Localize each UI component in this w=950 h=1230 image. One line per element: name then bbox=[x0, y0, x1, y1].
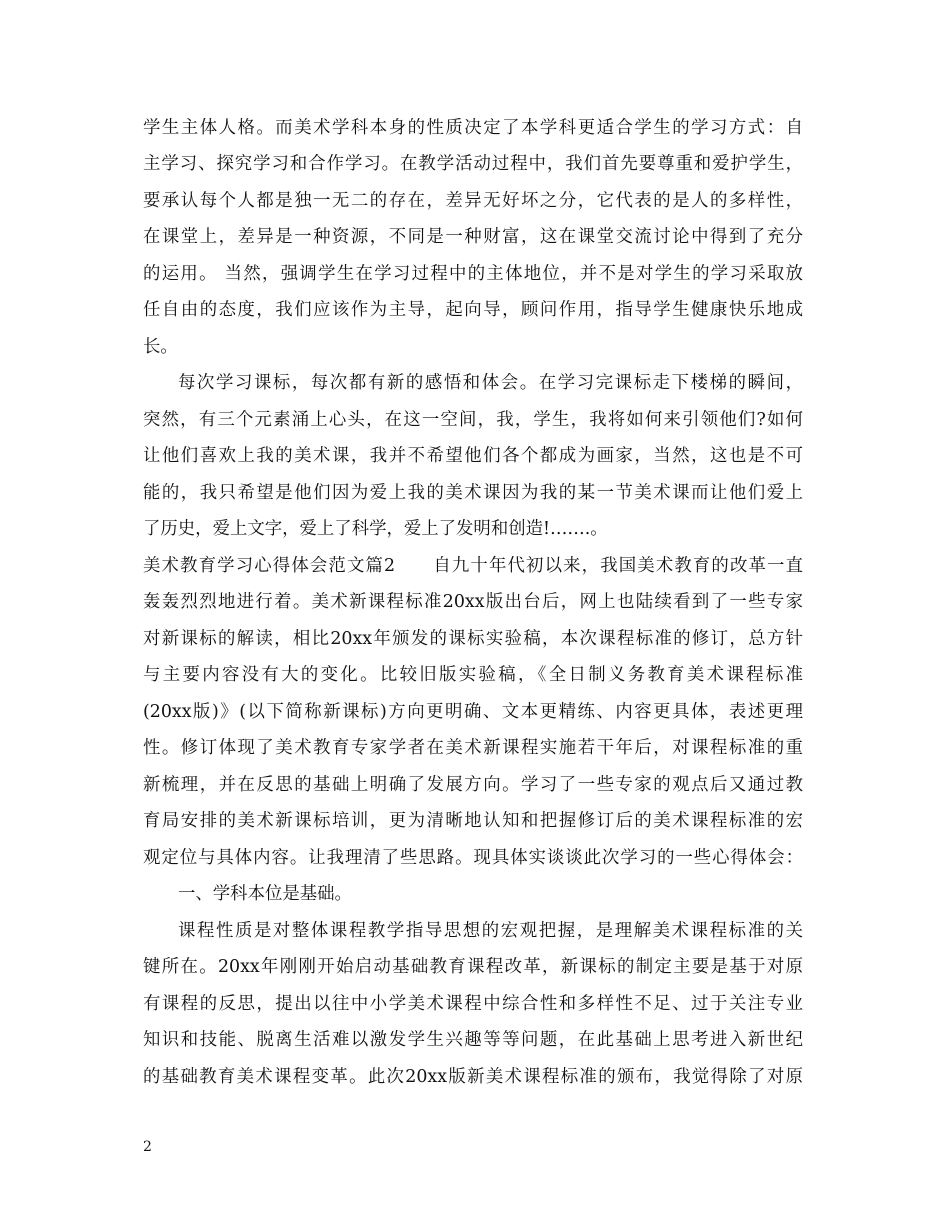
body-text-line: 轰轰烈烈地进行着。美术新课程标准20xx版出台后，网上也陆续看到了一些专家 bbox=[143, 592, 803, 612]
body-text-line: 与主要内容没有大的变化。比较旧版实验稿，《全日制义务教育美术课程标准 bbox=[143, 665, 803, 685]
page-number: 2 bbox=[143, 1139, 152, 1155]
body-text-line: 学生主体人格。而美术学科本身的性质决定了本学科更适合学生的学习方式：自 bbox=[143, 118, 803, 138]
body-text-line: 突然，有三个元素涌上心头，在这一空间，我，学生，我将如何来引领他们?如何 bbox=[143, 410, 803, 430]
body-text-line: 有课程的反思，提出以往中小学美术课程中综合性和多样性不足、过于关注专业 bbox=[143, 994, 803, 1014]
body-text-line: 性。修订体现了美术教育专家学者在美术新课程实施若干年后，对课程标准的重 bbox=[143, 738, 803, 758]
body-text-line: 对新课标的解读，相比20xx年颁发的课标实验稿，本次课程标准的修订，总方针 bbox=[143, 629, 803, 649]
body-text-line: 能的，我只希望是他们因为爱上我的美术课因为我的某一节美术课而让他们爱上 bbox=[143, 483, 803, 503]
body-text-line: 任自由的态度，我们应该作为主导，起向导，顾问作用，指导学生健康快乐地成 bbox=[143, 300, 803, 320]
body-text-line: 要承认每个人都是独一无二的存在，差异无好坏之分，它代表的是人的多样性， bbox=[143, 191, 803, 211]
body-text-line: 知识和技能、脱离生活难以激发学生兴趣等等问题，在此基础上思考进入新世纪 bbox=[143, 1030, 803, 1050]
paragraph-first-line: 每次学习课标，每次都有新的感悟和体会。在学习完课标走下楼梯的瞬间， bbox=[178, 373, 803, 393]
body-text-line: 在课堂上，差异是一种资源，不同是一种财富，这在课堂交流讨论中得到了充分 bbox=[143, 227, 803, 247]
body-text-line: 长。 bbox=[143, 337, 178, 357]
body-text-line: 键所在。20xx年刚刚开始启动基础教育课程改革，新课标的制定主要是基于对原 bbox=[143, 957, 803, 977]
body-text-line: 主学习、探究学习和合作学习。在教学活动过程中，我们首先要尊重和爱护学生， bbox=[143, 154, 803, 174]
body-text-line: 的基础教育美术课程变革。此次20xx版新美术课程标准的颁布，我觉得除了对原 bbox=[143, 1067, 803, 1087]
body-text-line: 的运用。 当然，强调学生在学习过程中的主体地位，并不是对学生的学习采取放 bbox=[143, 264, 803, 284]
body-text-line: 育局安排的美术新课标培训，更为清晰地认知和把握修订后的美术课程标准的宏 bbox=[143, 811, 803, 831]
section-heading: 一、学科本位是基础。 bbox=[178, 884, 352, 904]
paragraph-first-line: 课程性质是对整体课程教学指导思想的宏观把握，是理解美术课程标准的关 bbox=[178, 921, 803, 941]
body-text-line: 美术教育学习心得体会范文篇2 自九十年代初以来，我国美术教育的改革一直 bbox=[143, 556, 803, 576]
body-text-line: 新梳理，并在反思的基础上明确了发展方向。学习了一些专家的观点后又通过教 bbox=[143, 775, 803, 795]
body-text-line: 了历史，爱上文字，爱上了科学，爱上了发明和创造!…….。 bbox=[143, 519, 608, 539]
body-text-line: (20xx版)》(以下简称新课标)方向更明确、文本更精练、内容更具体，表述更理 bbox=[143, 702, 803, 722]
body-text-line: 观定位与具体内容。让我理清了些思路。现具体实谈谈此次学习的一些心得体会： bbox=[143, 848, 803, 868]
body-text-line: 让他们喜欢上我的美术课，我并不希望他们各个都成为画家，当然，这也是不可 bbox=[143, 446, 803, 466]
